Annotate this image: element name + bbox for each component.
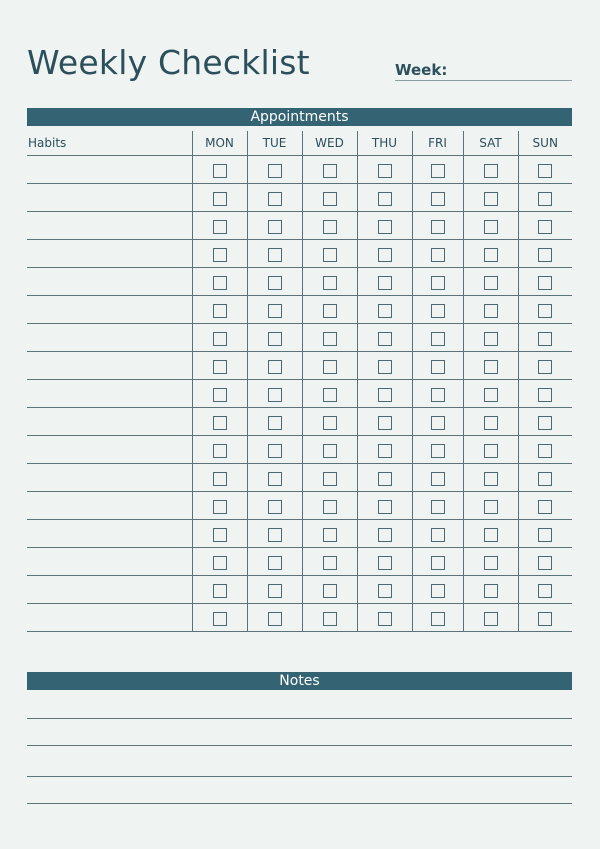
day-cell-sun [518,408,572,436]
page-title: Weekly Checklist [27,43,310,82]
checkbox-mon[interactable] [213,220,227,234]
day-cell-fri [412,576,463,604]
checkbox-wed[interactable] [323,276,337,290]
checkbox-fri[interactable] [431,164,445,178]
day-cell-sat [463,548,518,576]
day-cell-sun [518,604,572,632]
habit-name-cell[interactable] [27,408,192,436]
checkbox-thu[interactable] [378,388,392,402]
checkbox-fri[interactable] [431,528,445,542]
checkbox-mon[interactable] [213,388,227,402]
day-cell-sun [518,296,572,324]
day-cell-fri [412,352,463,380]
day-cell-fri [412,436,463,464]
day-cell-fri [412,268,463,296]
checkbox-fri[interactable] [431,444,445,458]
day-cell-tue [247,296,302,324]
checkbox-sat[interactable] [484,556,498,570]
checkbox-mon[interactable] [213,192,227,206]
day-cell-thu [357,268,412,296]
appointments-header-bar: Appointments [27,108,572,126]
day-cell-tue [247,380,302,408]
day-cell-mon [192,212,247,240]
table-row [27,240,572,268]
day-cell-thu [357,604,412,632]
checkbox-sat[interactable] [484,612,498,626]
day-cell-fri [412,324,463,352]
day-cell-wed [302,576,357,604]
checkbox-mon[interactable] [213,444,227,458]
habit-name-cell[interactable] [27,576,192,604]
table-row [27,464,572,492]
checkbox-wed[interactable] [323,164,337,178]
checkbox-thu[interactable] [378,164,392,178]
day-cell-wed [302,548,357,576]
day-cell-sat [463,296,518,324]
day-cell-mon [192,240,247,268]
day-cell-tue [247,268,302,296]
checkbox-tue[interactable] [268,528,282,542]
habit-checklist-table [27,131,572,632]
habits-column-header: Habits [28,136,67,150]
checkbox-wed[interactable] [323,612,337,626]
checkbox-sun[interactable] [538,444,552,458]
checkbox-tue[interactable] [268,164,282,178]
checkbox-fri[interactable] [431,360,445,374]
day-header-fri: FRI [412,131,463,156]
habit-name-cell[interactable] [27,268,192,296]
checkbox-wed[interactable] [323,528,337,542]
table-row [27,604,572,632]
checkbox-sun[interactable] [538,220,552,234]
day-cell-wed [302,324,357,352]
checkbox-mon[interactable] [213,528,227,542]
day-cell-thu [357,352,412,380]
day-cell-mon [192,492,247,520]
checkbox-wed[interactable] [323,388,337,402]
habit-name-cell[interactable] [27,240,192,268]
day-cell-wed [302,268,357,296]
day-cell-thu [357,212,412,240]
checkbox-thu[interactable] [378,332,392,346]
table-header-row [27,131,572,156]
day-cell-sun [518,380,572,408]
checkbox-fri[interactable] [431,584,445,598]
day-cell-tue [247,492,302,520]
checkbox-wed[interactable] [323,304,337,318]
day-cell-wed [302,380,357,408]
day-cell-mon [192,184,247,212]
day-cell-wed [302,436,357,464]
day-cell-sat [463,184,518,212]
checkbox-fri[interactable] [431,388,445,402]
checkbox-thu[interactable] [378,556,392,570]
checkbox-fri[interactable] [431,304,445,318]
day-cell-tue [247,464,302,492]
day-header-mon: MON [192,131,247,156]
checkbox-sun[interactable] [538,416,552,430]
day-cell-thu [357,184,412,212]
checkbox-tue[interactable] [268,416,282,430]
checkbox-fri[interactable] [431,500,445,514]
day-cell-sat [463,408,518,436]
checkbox-thu[interactable] [378,500,392,514]
checkbox-mon[interactable] [213,612,227,626]
day-cell-thu [357,492,412,520]
checkbox-sat[interactable] [484,416,498,430]
habit-name-cell[interactable] [27,548,192,576]
day-cell-tue [247,352,302,380]
day-cell-fri [412,520,463,548]
checkbox-tue[interactable] [268,360,282,374]
table-row [27,492,572,520]
day-cell-sun [518,184,572,212]
day-cell-sun [518,464,572,492]
day-cell-tue [247,324,302,352]
checkbox-fri[interactable] [431,556,445,570]
day-cell-tue [247,436,302,464]
checkbox-thu[interactable] [378,276,392,290]
checkbox-thu[interactable] [378,528,392,542]
day-cell-mon [192,408,247,436]
note-line[interactable] [27,718,572,719]
habit-name-cell[interactable] [27,324,192,352]
checkbox-thu[interactable] [378,416,392,430]
day-cell-fri [412,240,463,268]
checkbox-wed[interactable] [323,192,337,206]
checkbox-wed[interactable] [323,360,337,374]
day-cell-sun [518,492,572,520]
checkbox-tue[interactable] [268,444,282,458]
day-cell-fri [412,464,463,492]
day-cell-sun [518,548,572,576]
checkbox-mon[interactable] [213,500,227,514]
day-cell-fri [412,380,463,408]
day-cell-wed [302,352,357,380]
checkbox-sat[interactable] [484,444,498,458]
day-cell-sun [518,352,572,380]
day-cell-mon [192,268,247,296]
day-cell-wed [302,212,357,240]
day-cell-thu [357,436,412,464]
checkbox-wed[interactable] [323,584,337,598]
day-cell-wed [302,492,357,520]
checkbox-tue[interactable] [268,332,282,346]
day-header-tue: TUE [247,131,302,156]
checkbox-tue[interactable] [268,220,282,234]
habit-name-cell[interactable] [27,464,192,492]
checkbox-wed[interactable] [323,332,337,346]
table-body [27,156,572,632]
day-cell-tue [247,548,302,576]
checkbox-fri[interactable] [431,248,445,262]
checkbox-wed[interactable] [323,220,337,234]
day-cell-thu [357,464,412,492]
day-cell-tue [247,212,302,240]
day-cell-mon [192,296,247,324]
day-cell-mon [192,520,247,548]
checkbox-thu[interactable] [378,248,392,262]
checkbox-fri[interactable] [431,276,445,290]
day-cell-sat [463,380,518,408]
day-cell-thu [357,240,412,268]
habit-name-cell[interactable] [27,296,192,324]
checkbox-wed[interactable] [323,556,337,570]
day-cell-fri [412,548,463,576]
day-cell-tue [247,520,302,548]
habit-name-cell[interactable] [27,352,192,380]
day-cell-mon [192,436,247,464]
checkbox-mon[interactable] [213,332,227,346]
table-row [27,212,572,240]
week-label: Week: [395,61,448,79]
checkbox-mon[interactable] [213,276,227,290]
day-header-wed: WED [302,131,357,156]
day-cell-thu [357,576,412,604]
day-cell-sat [463,436,518,464]
day-cell-mon [192,604,247,632]
checkbox-sun[interactable] [538,612,552,626]
checkbox-sat[interactable] [484,332,498,346]
checkbox-sun[interactable] [538,584,552,598]
day-cell-mon [192,156,247,184]
checkbox-fri[interactable] [431,416,445,430]
day-cell-tue [247,576,302,604]
table-row [27,520,572,548]
day-cell-thu [357,408,412,436]
checkbox-sun[interactable] [538,304,552,318]
habit-name-cell[interactable] [27,520,192,548]
day-cell-mon [192,576,247,604]
checkbox-tue[interactable] [268,556,282,570]
day-cell-wed [302,184,357,212]
day-header-sun: SUN [518,131,572,156]
habit-name-cell[interactable] [27,212,192,240]
table-row [27,380,572,408]
checkbox-tue[interactable] [268,388,282,402]
checkbox-tue[interactable] [268,472,282,486]
day-cell-fri [412,492,463,520]
checkbox-sun[interactable] [538,332,552,346]
day-cell-tue [247,240,302,268]
checkbox-wed[interactable] [323,416,337,430]
day-cell-sun [518,576,572,604]
day-cell-sun [518,212,572,240]
day-cell-sun [518,268,572,296]
checkbox-tue[interactable] [268,248,282,262]
checkbox-thu[interactable] [378,360,392,374]
day-cell-wed [302,156,357,184]
day-cell-sun [518,324,572,352]
checkbox-mon[interactable] [213,416,227,430]
checkbox-mon[interactable] [213,164,227,178]
checkbox-sun[interactable] [538,388,552,402]
day-cell-sat [463,156,518,184]
day-cell-sun [518,156,572,184]
checkbox-mon[interactable] [213,360,227,374]
note-line[interactable] [27,745,572,746]
day-cell-sat [463,576,518,604]
day-cell-fri [412,296,463,324]
checkbox-tue[interactable] [268,192,282,206]
checkbox-tue[interactable] [268,584,282,598]
day-cell-sat [463,212,518,240]
table-row [27,296,572,324]
day-cell-wed [302,520,357,548]
day-cell-thu [357,520,412,548]
checkbox-sun[interactable] [538,192,552,206]
checkbox-fri[interactable] [431,220,445,234]
checkbox-mon[interactable] [213,304,227,318]
checkbox-thu[interactable] [378,444,392,458]
checkbox-mon[interactable] [213,584,227,598]
day-cell-sat [463,604,518,632]
day-cell-wed [302,408,357,436]
day-cell-thu [357,548,412,576]
habit-name-cell[interactable] [27,492,192,520]
checkbox-sat[interactable] [484,472,498,486]
day-cell-fri [412,604,463,632]
checkbox-sat[interactable] [484,360,498,374]
week-input-line[interactable] [395,80,572,81]
day-cell-mon [192,464,247,492]
day-cell-sat [463,464,518,492]
habit-name-cell[interactable] [27,156,192,184]
day-cell-mon [192,548,247,576]
checkbox-sat[interactable] [484,584,498,598]
day-cell-mon [192,324,247,352]
checkbox-wed[interactable] [323,248,337,262]
checkbox-thu[interactable] [378,192,392,206]
day-cell-sat [463,268,518,296]
day-cell-sat [463,352,518,380]
table-row [27,184,572,212]
day-cell-sat [463,492,518,520]
checkbox-sat[interactable] [484,164,498,178]
checkbox-mon[interactable] [213,248,227,262]
checkbox-sun[interactable] [538,248,552,262]
checkbox-sun[interactable] [538,528,552,542]
checkbox-sat[interactable] [484,304,498,318]
checkbox-sun[interactable] [538,472,552,486]
checkbox-sun[interactable] [538,164,552,178]
day-cell-sat [463,240,518,268]
day-cell-sat [463,520,518,548]
habit-name-cell[interactable] [27,604,192,632]
day-cell-sat [463,324,518,352]
checkbox-thu[interactable] [378,304,392,318]
table-row [27,352,572,380]
checkbox-thu[interactable] [378,472,392,486]
table-row [27,324,572,352]
checkbox-sat[interactable] [484,248,498,262]
day-cell-mon [192,380,247,408]
table-row [27,408,572,436]
habit-name-cell[interactable] [27,380,192,408]
checkbox-sun[interactable] [538,500,552,514]
checkbox-thu[interactable] [378,220,392,234]
checkbox-sat[interactable] [484,388,498,402]
table-row [27,268,572,296]
day-cell-thu [357,296,412,324]
checkbox-sat[interactable] [484,500,498,514]
day-cell-wed [302,464,357,492]
day-cell-thu [357,156,412,184]
day-cell-wed [302,296,357,324]
day-cell-tue [247,156,302,184]
checkbox-tue[interactable] [268,612,282,626]
day-cell-fri [412,212,463,240]
checkbox-tue[interactable] [268,276,282,290]
day-cell-fri [412,156,463,184]
day-cell-thu [357,380,412,408]
checkbox-sat[interactable] [484,220,498,234]
checkbox-sun[interactable] [538,360,552,374]
day-cell-fri [412,184,463,212]
day-cell-wed [302,604,357,632]
day-cell-mon [192,352,247,380]
day-cell-sun [518,436,572,464]
table-row [27,156,572,184]
checkbox-tue[interactable] [268,500,282,514]
habit-name-cell[interactable] [27,436,192,464]
checkbox-fri[interactable] [431,332,445,346]
note-line[interactable] [27,803,572,804]
day-cell-fri [412,408,463,436]
checkbox-thu[interactable] [378,584,392,598]
day-cell-tue [247,184,302,212]
checkbox-sat[interactable] [484,192,498,206]
checkbox-wed[interactable] [323,500,337,514]
table-row [27,436,572,464]
checkbox-fri[interactable] [431,472,445,486]
day-cell-tue [247,604,302,632]
day-cell-sun [518,240,572,268]
day-header-thu: THU [357,131,412,156]
checkbox-mon[interactable] [213,472,227,486]
habit-name-cell[interactable] [27,184,192,212]
checkbox-sun[interactable] [538,556,552,570]
day-header-sat: SAT [463,131,518,156]
day-cell-sun [518,520,572,548]
day-cell-wed [302,240,357,268]
checkbox-sat[interactable] [484,528,498,542]
checkbox-fri[interactable] [431,192,445,206]
note-line[interactable] [27,776,572,777]
checkbox-wed[interactable] [323,472,337,486]
checkbox-sun[interactable] [538,276,552,290]
checkbox-mon[interactable] [213,556,227,570]
checkbox-tue[interactable] [268,304,282,318]
table-row [27,548,572,576]
checkbox-wed[interactable] [323,444,337,458]
table-row [27,576,572,604]
checkbox-thu[interactable] [378,612,392,626]
day-cell-tue [247,408,302,436]
day-cell-thu [357,324,412,352]
checkbox-sat[interactable] [484,276,498,290]
checkbox-fri[interactable] [431,612,445,626]
notes-header-bar: Notes [27,672,572,690]
